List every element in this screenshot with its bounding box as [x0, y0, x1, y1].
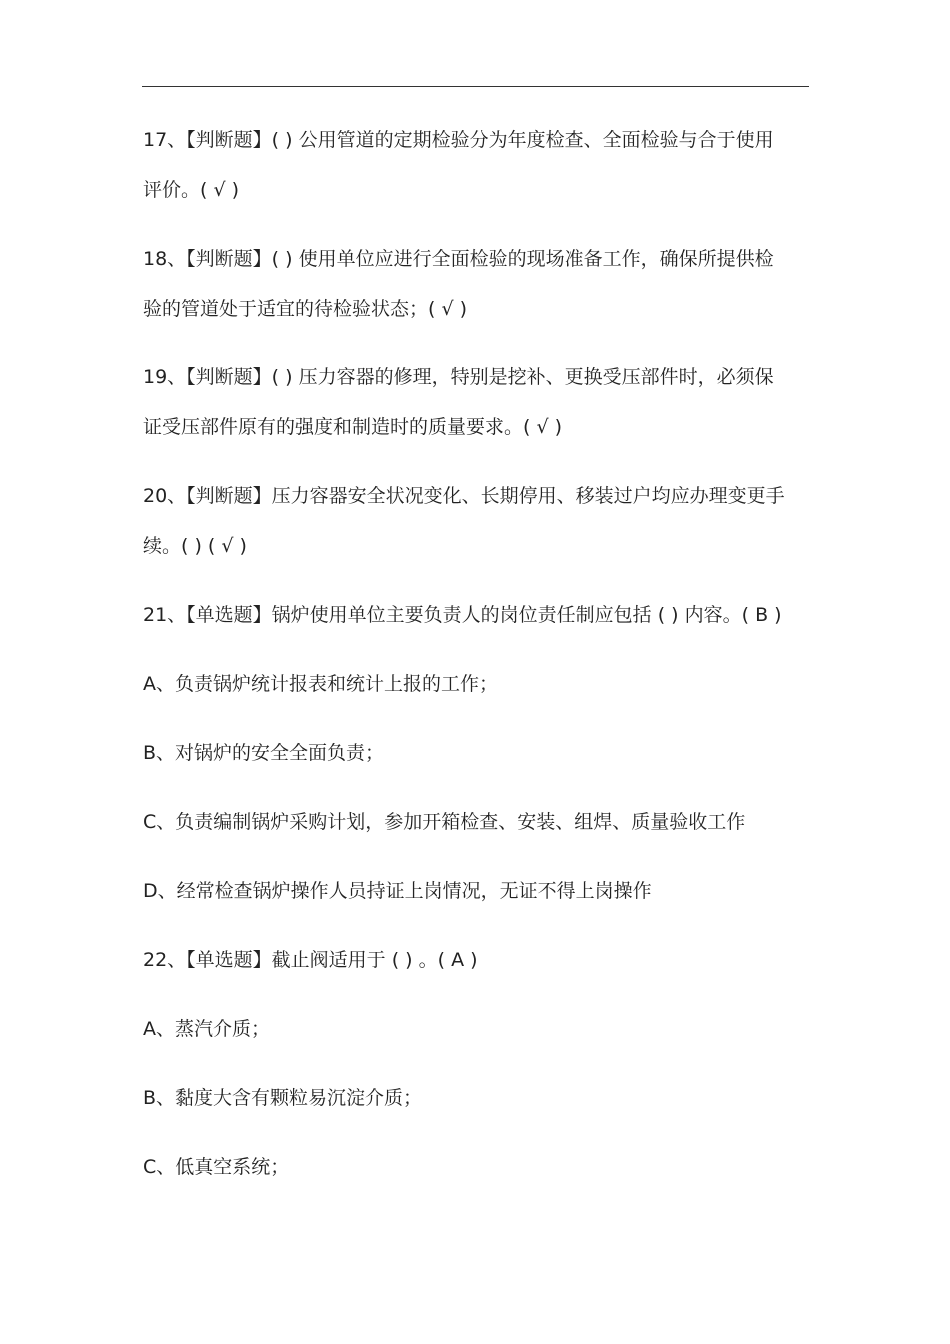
q19-line-1: 19、【判断题】( ) 压力容器的修理，特别是挖补、更换受压部件时，必须保 [143, 366, 774, 388]
q17-line-2: 评价。( √ ) [143, 179, 240, 201]
q21-question: 21、【单选题】锅炉使用单位主要负责人的岗位责任制应包括 ( ) 内容。( B ) [143, 604, 782, 626]
q22-option-c: C、低真空系统； [143, 1156, 290, 1178]
q18-line-2: 验的管道处于适宜的待检验状态；( √ ) [143, 298, 468, 320]
q21-option-d: D、经常检查锅炉操作人员持证上岗情况，无证不得上岗操作 [143, 880, 652, 902]
q21-option-c: C、负责编制锅炉采购计划，参加开箱检查、安装、组焊、质量验收工作 [143, 811, 746, 833]
q22-question: 22、【单选题】截止阀适用于 ( ) 。( A ) [143, 949, 478, 971]
header-rule [142, 86, 809, 87]
q17-line-1: 17、【判断题】( ) 公用管道的定期检验分为年度检查、全面检验与合于使用 [143, 129, 774, 151]
q19-line-2: 证受压部件原有的强度和制造时的质量要求。( √ ) [143, 416, 563, 438]
q22-option-b: B、黏度大含有颗粒易沉淀介质； [143, 1087, 423, 1109]
q20-line-1: 20、【判断题】压力容器安全状况变化、长期停用、移装过户均应办理变更手 [143, 485, 785, 507]
q21-option-a: A、负责锅炉统计报表和统计上报的工作； [143, 673, 498, 695]
q21-option-b: B、对锅炉的安全全面负责； [143, 742, 385, 764]
q20-line-2: 续。( ) ( √ ) [143, 535, 247, 557]
q22-option-a: A、蒸汽介质； [143, 1018, 270, 1040]
q18-line-1: 18、【判断题】( ) 使用单位应进行全面检验的现场准备工作，确保所提供检 [143, 248, 774, 270]
